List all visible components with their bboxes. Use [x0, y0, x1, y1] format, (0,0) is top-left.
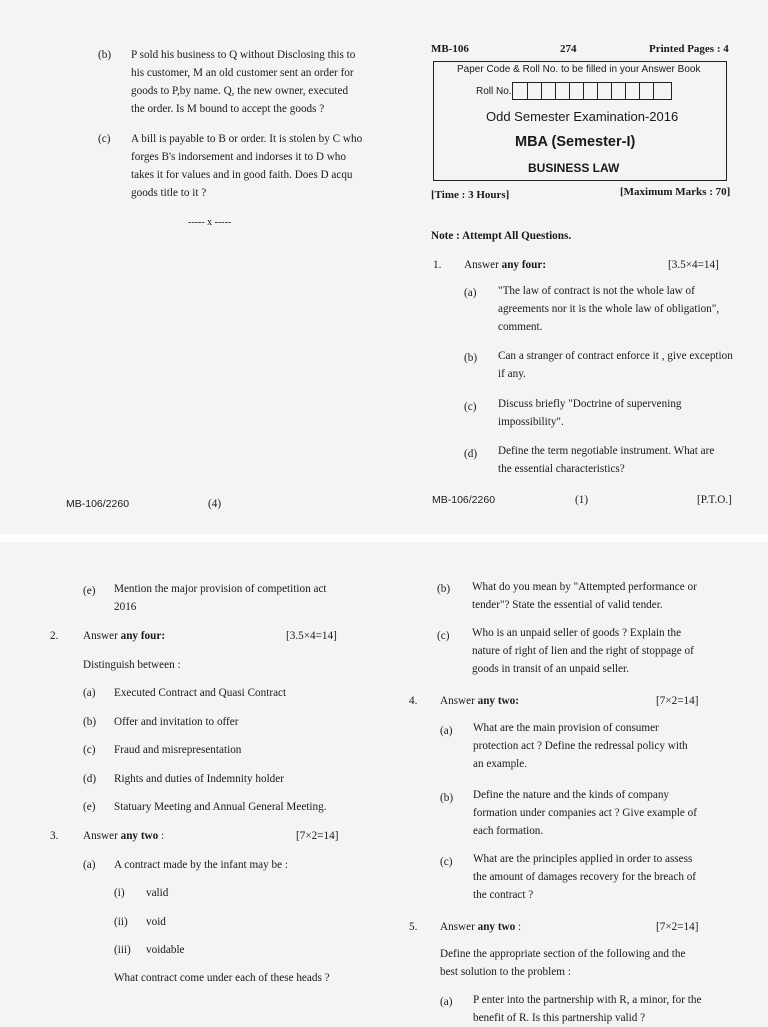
question-label: (e) — [83, 801, 96, 813]
question-text — [472, 578, 734, 614]
text-line: P sold his business to Q without Disclosing this to — [131, 49, 356, 61]
question-text: Offer and invitation to offer — [114, 716, 239, 728]
question-intro — [440, 945, 740, 981]
roll-cell — [625, 83, 639, 99]
text-line: the order. Is M bound to accept the goods ? — [131, 103, 325, 115]
option-text: voidable — [146, 944, 185, 956]
text-line: nature of right of lien and the right of stoppage of — [472, 645, 694, 657]
question-text — [473, 991, 735, 1027]
text-line: 2016 — [114, 601, 137, 613]
question-label: (d) — [83, 773, 97, 785]
question-number: 2. — [50, 630, 59, 642]
question-text — [472, 624, 734, 678]
text-line: agreements nor it is the whole law of obligation", — [498, 303, 720, 315]
roll-cell — [541, 83, 555, 99]
text-line: What do you mean by "Attempted performance or — [472, 581, 697, 593]
text-line: A bill is payable to B or order. It is stolen by C who — [131, 133, 363, 145]
question-instruction — [464, 256, 546, 274]
footer-code: MB-106/2260 — [432, 494, 496, 506]
text-line: Define the nature and the kinds of company — [473, 789, 670, 801]
question-text — [498, 282, 733, 336]
question-label: (b) — [437, 583, 451, 595]
text-line: Define the appropriate section of the following and the — [440, 948, 686, 960]
text-line: if any. — [498, 368, 526, 380]
question-label: (c) — [440, 856, 453, 868]
instruction-emphasis: any four: — [501, 259, 547, 271]
text-line: goods title to it ? — [131, 187, 207, 199]
question-label: (d) — [464, 448, 478, 460]
question-label: (c) — [98, 133, 111, 145]
question-text: Executed Contract and Quasi Contract — [114, 687, 287, 699]
time-allowed: [Time : 3 Hours] — [431, 189, 510, 201]
question-label: (a) — [83, 859, 96, 871]
text-line: best solution to the problem : — [440, 966, 571, 978]
question-text — [473, 786, 735, 840]
question-text: A contract made by the infant may be : — [114, 859, 288, 871]
pto-mark: [P.T.O.] — [697, 494, 732, 506]
text-line: protection act ? Define the redressal policy with — [473, 740, 688, 752]
instruction-emphasis: any two — [120, 830, 159, 842]
text-line: Define the term negotiable instrument. What are — [498, 445, 715, 457]
question-number: 5. — [409, 921, 418, 933]
instruction-emphasis: any two: — [477, 695, 519, 707]
text-line: Discuss briefly "Doctrine of supervening — [498, 398, 682, 410]
question-number: 3. — [50, 830, 59, 842]
roll-number-boxes — [512, 82, 672, 100]
text-line: comment. — [498, 321, 543, 333]
exam-title: Odd Semester Examination-2016 — [486, 109, 679, 124]
text-line: formation under companies act ? Give example of — [473, 807, 697, 819]
question-label: (b) — [440, 792, 454, 804]
text-line: the essential characteristics? — [498, 463, 625, 475]
option-label: (ii) — [114, 916, 128, 928]
question-text: Fraud and misrepresentation — [114, 744, 242, 756]
subject-title: BUSINESS LAW — [528, 161, 620, 175]
roll-cell — [527, 83, 541, 99]
text-line: impossibility". — [498, 416, 564, 428]
question-label: (c) — [437, 630, 450, 642]
question-label: (a) — [83, 687, 96, 699]
box-instruction: Paper Code & Roll No. to be filled in your Answer Book — [457, 64, 701, 75]
text-line: his customer, M an old customer sent an order for — [131, 67, 354, 79]
question-number: 4. — [409, 695, 418, 707]
option-label: (iii) — [114, 944, 131, 956]
page-number: (1) — [575, 494, 589, 506]
question-text — [498, 395, 733, 431]
instruction-text: Answer — [440, 921, 478, 933]
text-line: each formation. — [473, 825, 544, 837]
program-title: MBA (Semester-I) — [515, 134, 636, 150]
question-number: 1. — [433, 259, 442, 271]
question-label: (b) — [98, 49, 112, 61]
roll-cell — [569, 83, 583, 99]
instruction-text: Answer — [83, 830, 121, 842]
roll-cell — [513, 83, 527, 99]
text-line: What are the main provision of consumer — [473, 722, 659, 734]
question-marks: [7×2=14] — [656, 921, 699, 933]
instruction-text: Answer — [440, 695, 478, 707]
roll-label: Roll No. — [476, 86, 512, 97]
instruction-text: Answer — [464, 259, 502, 271]
text-line: the amount of damages recovery for the breach of — [473, 871, 697, 883]
option-text: valid — [146, 887, 169, 899]
question-label: (a) — [440, 725, 453, 737]
question-text — [498, 347, 733, 383]
option-label: (i) — [114, 887, 125, 899]
text-line: goods to P,by name. Q, the new owner, executed — [131, 85, 349, 97]
text-line: takes it for values and in good faith. Does D acqu — [131, 169, 353, 181]
question-text — [473, 850, 735, 904]
roll-cell — [653, 83, 667, 99]
text-line: P enter into the partnership with R, a minor, for the — [473, 994, 702, 1006]
roll-cell — [597, 83, 611, 99]
question-instruction — [440, 918, 521, 936]
roll-cell — [611, 83, 625, 99]
page-number: (4) — [208, 498, 222, 510]
paper-code: MB-106 — [431, 43, 469, 55]
question-label: (b) — [83, 716, 97, 728]
question-text: What contract come under each of these heads ? — [114, 972, 330, 984]
question-label: (c) — [464, 401, 477, 413]
text-line: an example. — [473, 758, 528, 770]
text-line: Who is an unpaid seller of goods ? Explain the — [472, 627, 682, 639]
note: Note : Attempt All Questions. — [431, 230, 572, 242]
question-instruction — [440, 692, 519, 710]
text-line: "The law of contract is not the whole law of — [498, 285, 695, 297]
instruction-text: : — [158, 830, 165, 842]
roll-cell — [639, 83, 653, 99]
question-label: (b) — [464, 352, 478, 364]
paper-number: 274 — [560, 43, 577, 55]
text-line: benefit of R. Is this partnership valid ? — [473, 1012, 646, 1024]
question-label: (a) — [440, 996, 453, 1008]
end-mark: ----- x ----- — [188, 217, 232, 228]
question-text — [131, 46, 371, 118]
question-instruction — [83, 627, 165, 645]
question-marks: [3.5×4=14] — [668, 259, 719, 271]
text-line: goods in transit of an unpaid seller. — [472, 663, 629, 675]
roll-cell — [555, 83, 569, 99]
instruction-emphasis: any four: — [120, 630, 166, 642]
question-text — [473, 719, 735, 773]
footer-code: MB-106/2260 — [66, 498, 130, 510]
roll-cell — [583, 83, 597, 99]
question-text — [498, 442, 733, 478]
question-label: (a) — [464, 287, 477, 299]
question-marks: [3.5×4=14] — [286, 630, 337, 642]
question-marks: [7×2=14] — [656, 695, 699, 707]
question-text: Rights and duties of Indemnity holder — [114, 773, 284, 785]
question-text — [114, 580, 364, 616]
instruction-text: Answer — [83, 630, 121, 642]
question-label: (c) — [83, 744, 96, 756]
printed-pages: Printed Pages : 4 — [649, 43, 729, 55]
question-text — [131, 130, 371, 202]
instruction-emphasis: any two — [477, 921, 516, 933]
question-text: Statuary Meeting and Annual General Meeting. — [114, 801, 327, 813]
option-text: void — [146, 916, 166, 928]
instruction-text: : — [515, 921, 522, 933]
scan-divider — [0, 534, 768, 542]
text-line: Can a stranger of contract enforce it , give exception — [498, 350, 733, 362]
question-instruction — [83, 827, 164, 845]
text-line: What are the principles applied in order to assess — [473, 853, 693, 865]
text-line: the contract ? — [473, 889, 534, 901]
question-marks: [7×2=14] — [296, 830, 339, 842]
text-line: Mention the major provision of competition act — [114, 583, 327, 595]
maximum-marks: [Maximum Marks : 70] — [620, 186, 731, 198]
text-line: forges B's indorsement and indorses it to D who — [131, 151, 346, 163]
question-label: (e) — [83, 585, 96, 597]
text-line: tender"? State the essential of valid tender. — [472, 599, 663, 611]
question-intro: Distinguish between : — [83, 659, 181, 671]
